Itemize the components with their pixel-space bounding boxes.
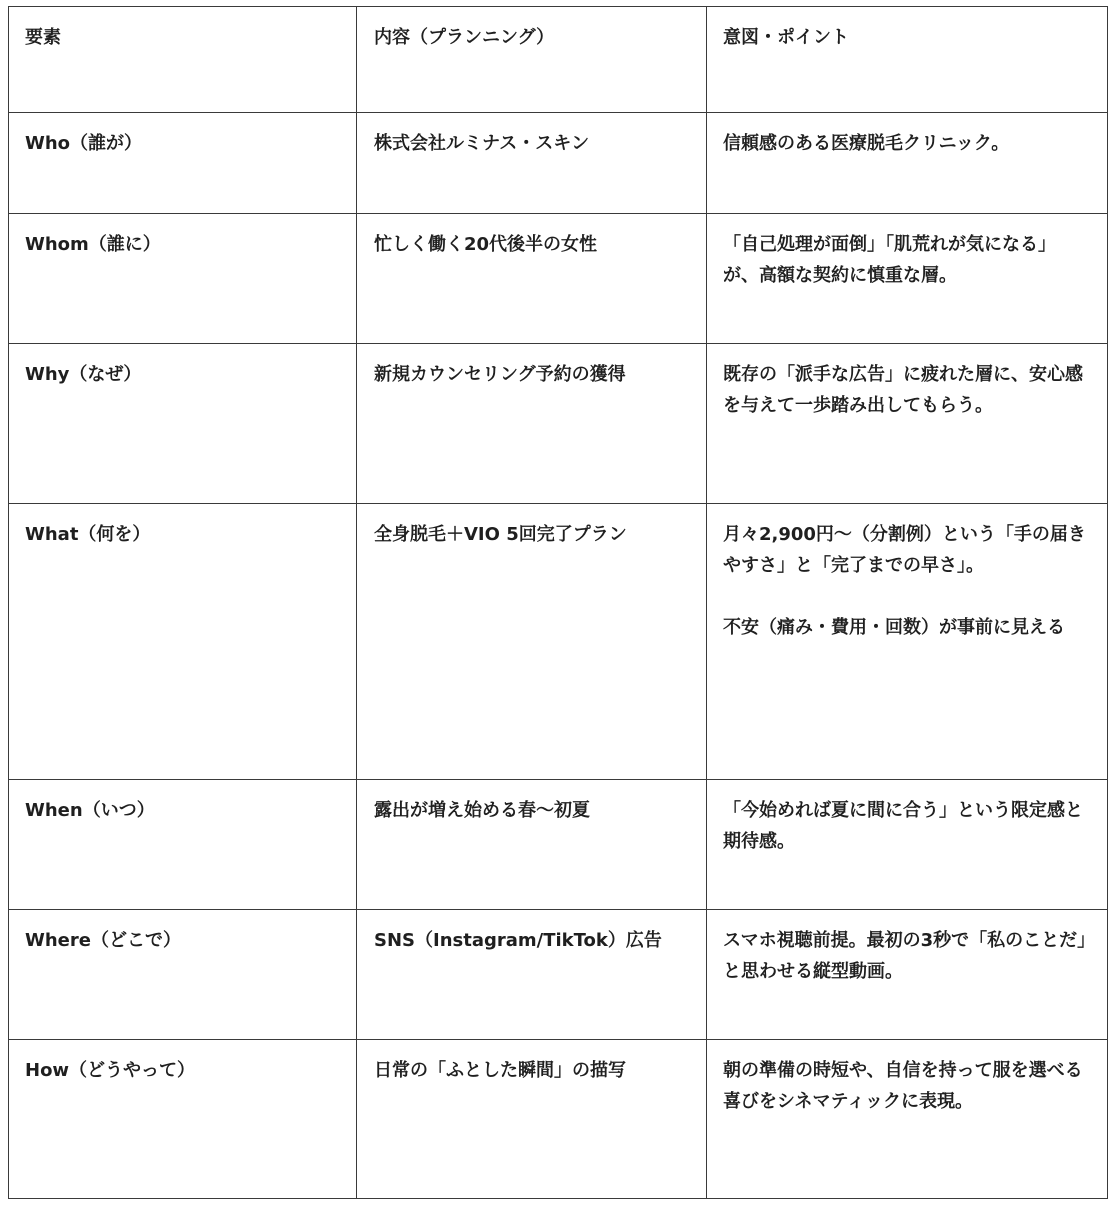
row-element-cell: What（何を）: [9, 504, 357, 780]
row-element-cell: Whom（誰に）: [9, 214, 357, 344]
table-header-row: [9, 7, 1108, 113]
intent-text: スマホ視聴前提。最初の3秒で「私のことだ」と思わせる縦型動画。: [723, 930, 1087, 982]
row-content-cell: SNS（Instagram/TikTok）広告: [357, 910, 707, 1040]
row-content-cell: 露出が増え始める春〜初夏: [357, 780, 707, 910]
planning-table: [8, 6, 1108, 1199]
table-row: [9, 504, 1108, 780]
row-element-cell: Who（誰が）: [9, 113, 357, 214]
intent-text: 既存の「派手な広告」に疲れた層に、安心感を与えて一歩踏み出してもらう。: [723, 364, 1083, 416]
planning-table-wrapper: [8, 6, 1108, 1199]
row-element-cell: How（どうやって）: [9, 1040, 357, 1199]
row-content-cell: 株式会社ルミナス・スキン: [357, 113, 707, 214]
row-content-cell: 全身脱毛＋VIO 5回完了プラン: [357, 504, 707, 780]
row-content-cell: 日常の「ふとした瞬間」の描写: [357, 1040, 707, 1199]
intent-text: 不安（痛み・費用・回数）が事前に見える: [723, 617, 1065, 638]
header-intent: 意図・ポイント: [707, 7, 1108, 113]
intent-text: 朝の準備の時短や、自信を持って服を選べる喜びをシネマティックに表現。: [723, 1060, 1083, 1112]
header-content: 内容（プランニング）: [357, 7, 707, 113]
row-element-cell: Why（なぜ）: [9, 344, 357, 504]
table-row: [9, 1040, 1108, 1199]
row-element-cell: When（いつ）: [9, 780, 357, 910]
intent-text: 信頼感のある医療脱毛クリニック。: [723, 133, 1010, 154]
row-content-cell: 忙しく働く20代後半の女性: [357, 214, 707, 344]
row-intent-cell: [707, 344, 1108, 504]
intent-text: 「自己処理が面倒」「肌荒れが気になる」が、高額な契約に慎重な層。: [723, 234, 1056, 286]
table-row: [9, 214, 1108, 344]
intent-text: 月々2,900円〜（分割例）という「手の届きやすさ」と「完了までの早さ」。: [723, 524, 1086, 576]
row-element-cell: Where（どこで）: [9, 910, 357, 1040]
table-row: [9, 344, 1108, 504]
header-element: 要素: [9, 7, 357, 113]
intent-text: 「今始めれば夏に間に合う」という限定感と期待感。: [723, 800, 1083, 852]
row-intent-cell: [707, 214, 1108, 344]
table-row: [9, 910, 1108, 1040]
table-row: [9, 113, 1108, 214]
row-intent-cell: [707, 1040, 1108, 1199]
row-intent-cell: [707, 910, 1108, 1040]
row-intent-cell: [707, 504, 1108, 780]
table-row: [9, 780, 1108, 910]
row-intent-cell: [707, 780, 1108, 910]
row-content-cell: 新規カウンセリング予約の獲得: [357, 344, 707, 504]
row-intent-cell: [707, 113, 1108, 214]
